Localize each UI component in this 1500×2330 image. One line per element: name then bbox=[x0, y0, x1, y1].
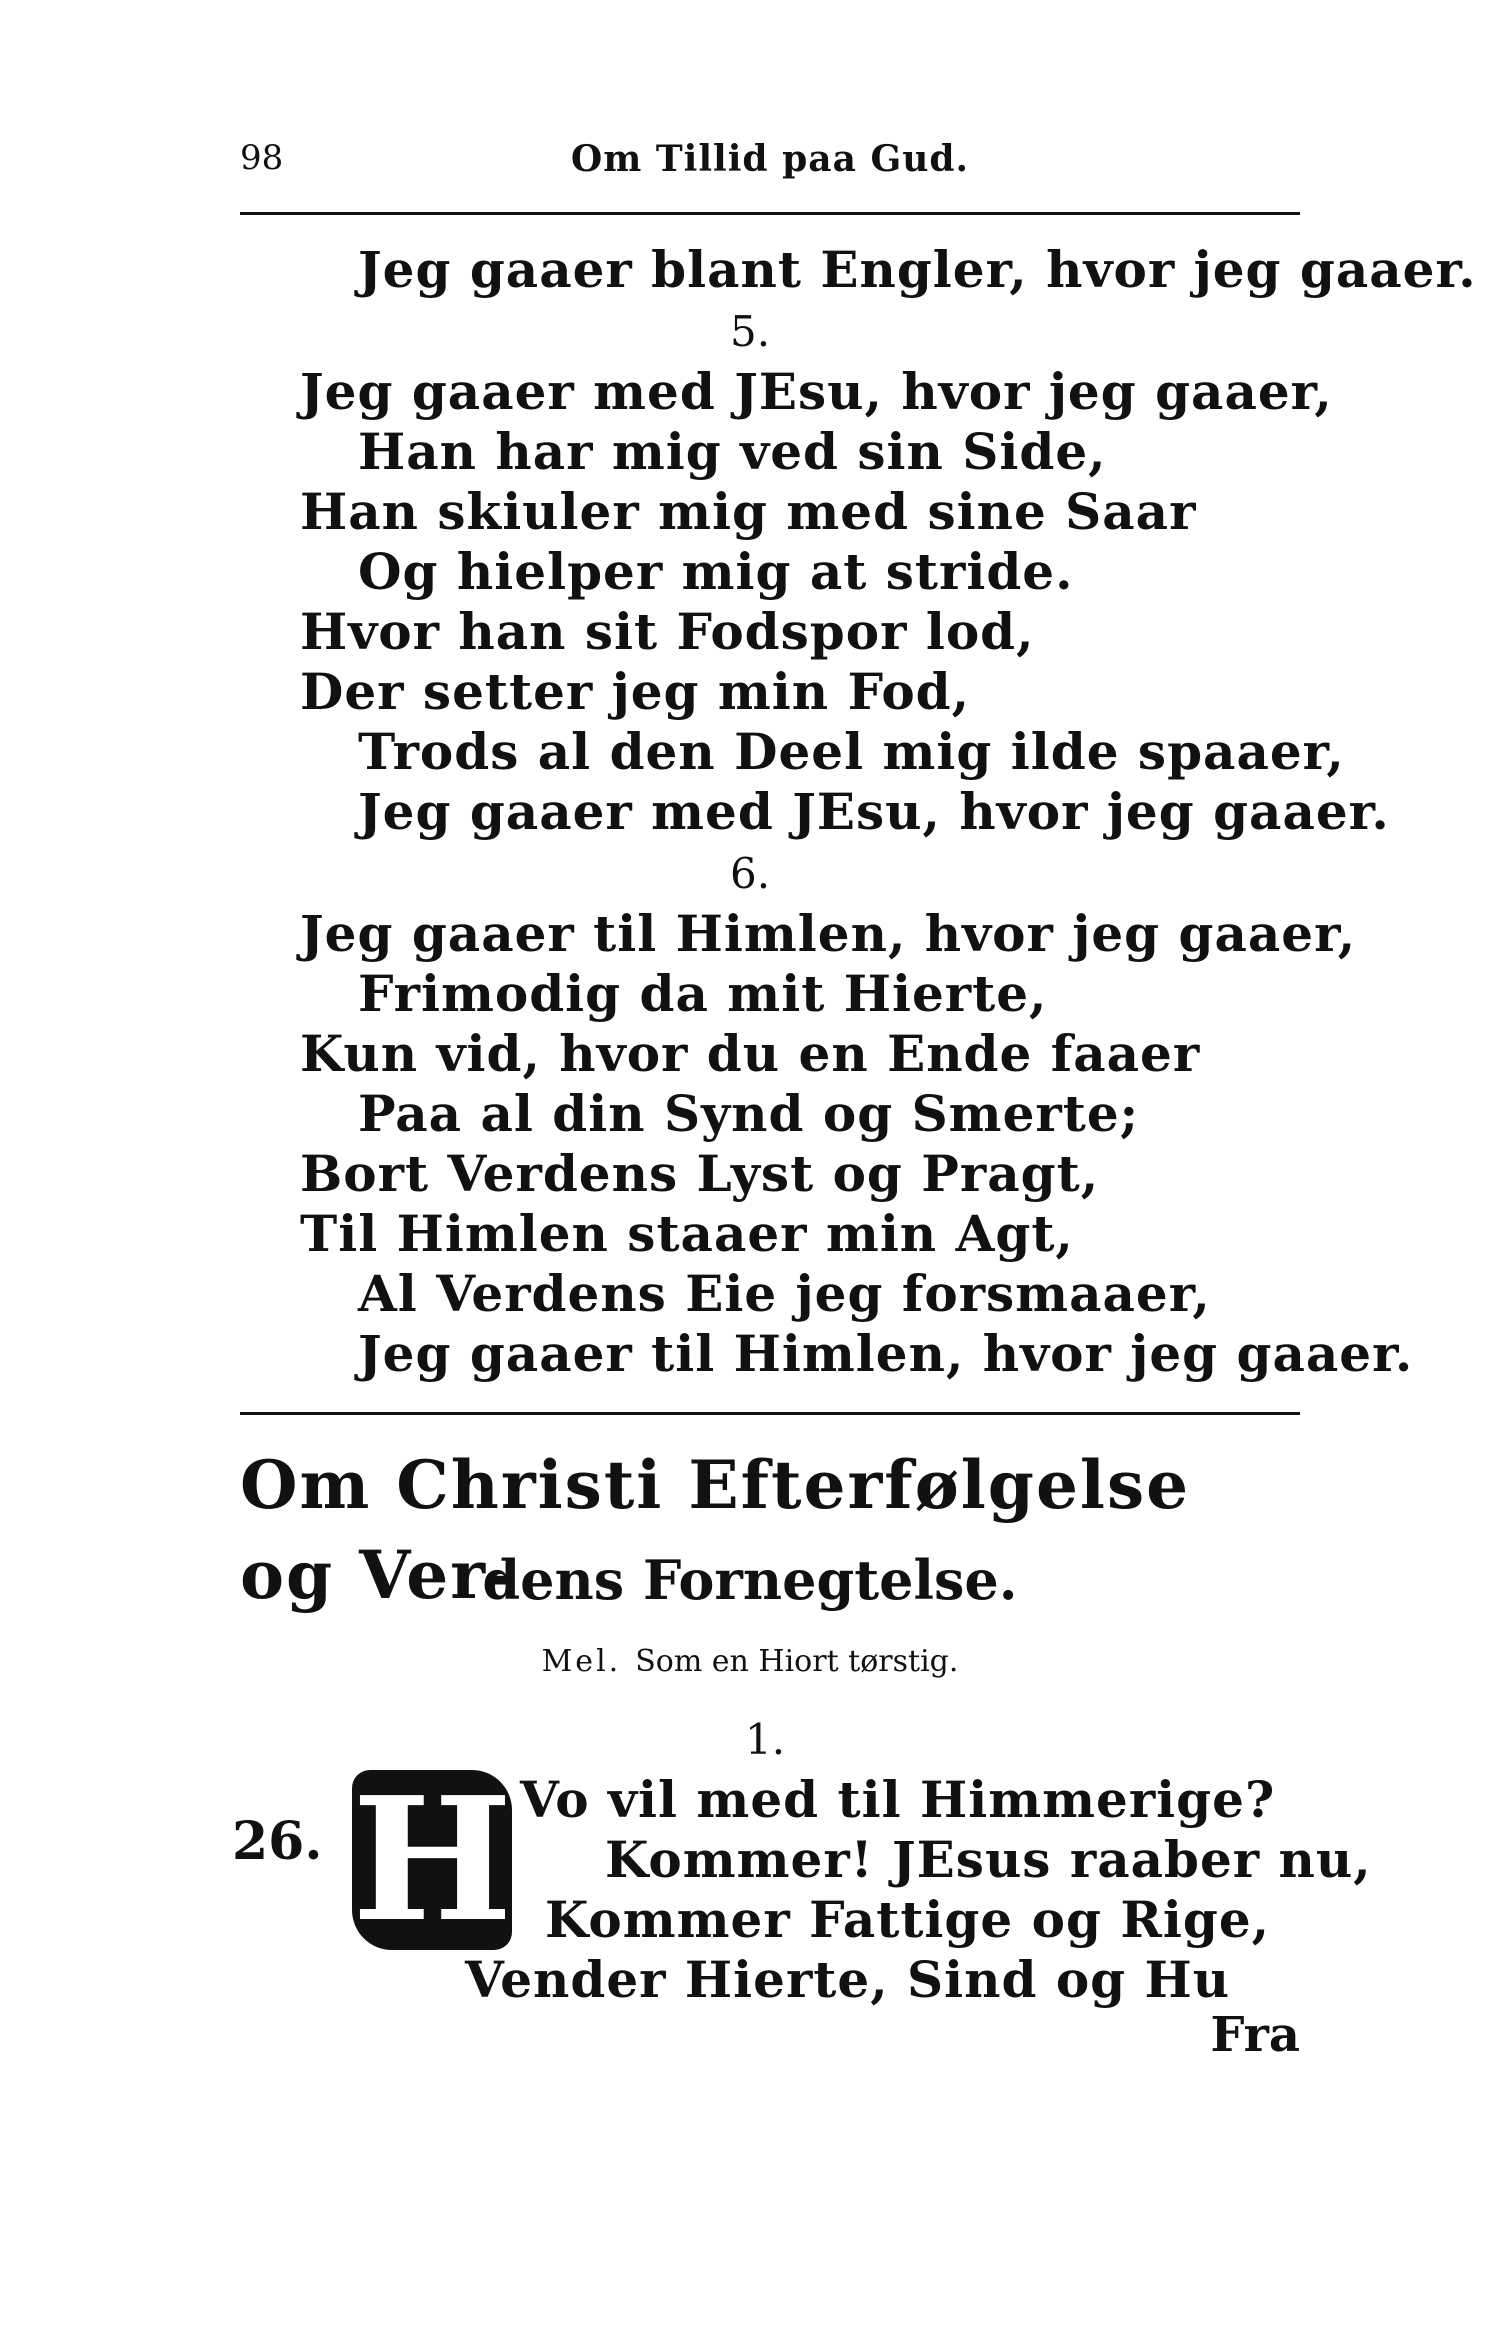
verse-line: Kommer Fattige og Rige, bbox=[545, 1890, 1271, 1949]
hymn-number: 26. bbox=[232, 1811, 323, 1872]
running-title: Om Tillid paa Gud. bbox=[570, 138, 970, 180]
verse-line: Kun vid, hvor du en Ende faaer bbox=[300, 1024, 1201, 1083]
verse-line: Kommer! JEsus raaber nu, bbox=[605, 1830, 1372, 1889]
section-title: Om Christi Efterfølgelse og Ver- bbox=[240, 1446, 1191, 1614]
verse-line: Jeg gaaer til Himlen, hvor jeg gaaer. bbox=[358, 1324, 1414, 1383]
verse-line: Der setter jeg min Fod, bbox=[300, 662, 971, 721]
verse-line: Vender Hierte, Sind og Hu bbox=[465, 1950, 1231, 2009]
verse-line: Bort Verdens Lyst og Pragt, bbox=[300, 1144, 1100, 1203]
page-header bbox=[240, 138, 1300, 198]
verse-line: Vo vil med til Himmerige? bbox=[520, 1770, 1276, 1829]
header-rule bbox=[240, 212, 1300, 215]
stanza-number-6: 6. bbox=[730, 849, 771, 898]
stanza-number-5: 5. bbox=[730, 307, 771, 356]
verse-line: Jeg gaaer til Himlen, hvor jeg gaaer, bbox=[300, 904, 1357, 963]
verse-line: Hvor han sit Fodspor lod, bbox=[300, 602, 1035, 661]
verse-line: Al Verdens Eie jeg forsmaaer, bbox=[358, 1264, 1211, 1323]
verse-line: Han skiuler mig med sine Saar bbox=[300, 482, 1197, 541]
verse-line: Og hielper mig at stride. bbox=[358, 542, 1074, 601]
stanza-number-1: 1. bbox=[745, 1715, 786, 1764]
page-number: 98 bbox=[240, 138, 284, 178]
verse-line: Jeg gaaer med JEsu, hvor jeg gaaer, bbox=[300, 362, 1333, 421]
section-title-continued: dens Fornegtelse. bbox=[482, 1548, 1018, 1612]
melody-name: Som en Hiort tørstig. bbox=[635, 1644, 959, 1679]
verse-line: Paa al din Synd og Smerte; bbox=[358, 1084, 1140, 1143]
catchword: Fra bbox=[1210, 2007, 1300, 2063]
verse-line: Jeg gaaer med JEsu, hvor jeg gaaer. bbox=[358, 782, 1390, 841]
drop-cap-initial: H bbox=[352, 1760, 513, 1960]
verse-line: Trods al den Deel mig ilde spaaer, bbox=[358, 722, 1345, 781]
section-rule bbox=[240, 1412, 1300, 1415]
verse-line: Til Himlen staaer min Agt, bbox=[300, 1204, 1074, 1263]
verse-line: Han har mig ved sin Side, bbox=[358, 422, 1107, 481]
verse-line: Frimodig da mit Hierte, bbox=[358, 964, 1048, 1023]
verse-line: Jeg gaaer blant Engler, hvor jeg gaaer. bbox=[358, 240, 1477, 299]
melody-label: Mel. bbox=[541, 1644, 622, 1679]
melody-note bbox=[0, 1640, 1500, 1684]
